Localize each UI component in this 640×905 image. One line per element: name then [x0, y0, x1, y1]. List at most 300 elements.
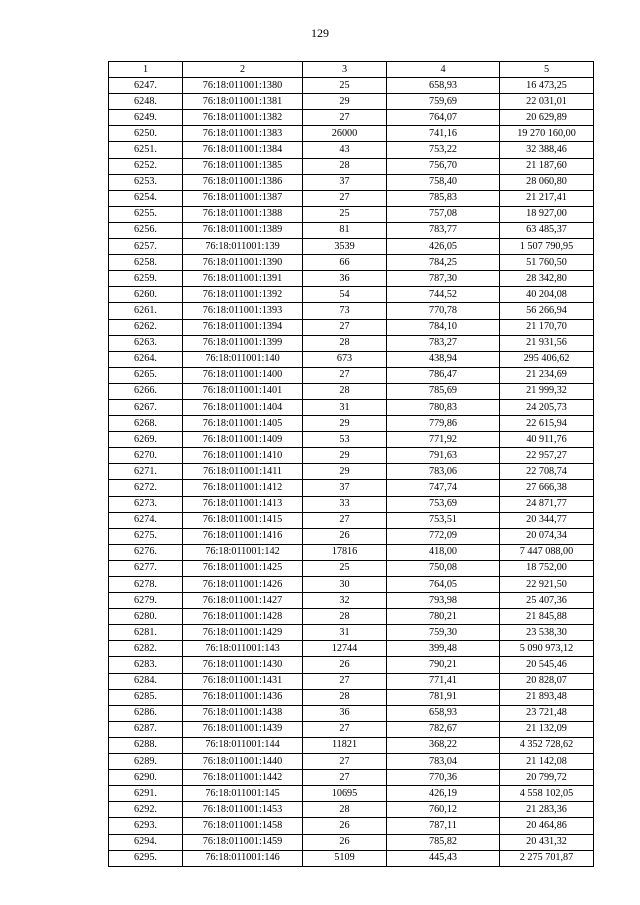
row-number-cell: 6274. [109, 512, 183, 528]
unit-value-cell: 771,41 [387, 673, 500, 689]
row-number-cell: 6254. [109, 190, 183, 206]
row-number-cell: 6285. [109, 689, 183, 705]
table-row [109, 496, 594, 512]
table-row [109, 560, 594, 576]
unit-value-cell: 782,67 [387, 721, 500, 737]
area-cell: 28 [303, 158, 387, 174]
area-cell: 36 [303, 271, 387, 287]
row-number-cell: 6267. [109, 399, 183, 415]
total-value-cell: 51 760,50 [500, 255, 594, 271]
total-value-cell: 20 828,07 [500, 673, 594, 689]
unit-value-cell: 753,51 [387, 512, 500, 528]
total-value-cell: 2 275 701,87 [500, 850, 594, 866]
table-row [109, 142, 594, 158]
area-cell: 31 [303, 625, 387, 641]
cadastral-number-cell: 76:18:011001:1409 [183, 432, 303, 448]
row-number-cell: 6293. [109, 818, 183, 834]
header-col-4: 4 [387, 62, 500, 78]
area-cell: 3539 [303, 239, 387, 255]
total-value-cell: 21 999,32 [500, 383, 594, 399]
cadastral-number-cell: 76:18:011001:143 [183, 641, 303, 657]
unit-value-cell: 741,16 [387, 126, 500, 142]
unit-value-cell: 764,07 [387, 110, 500, 126]
row-number-cell: 6288. [109, 737, 183, 753]
area-cell: 11821 [303, 737, 387, 753]
cadastral-number-cell: 76:18:011001:1429 [183, 625, 303, 641]
unit-value-cell: 418,00 [387, 544, 500, 560]
total-value-cell: 24 205,73 [500, 399, 594, 415]
cadastral-number-cell: 76:18:011001:1431 [183, 673, 303, 689]
cadastral-number-cell: 76:18:011001:1442 [183, 770, 303, 786]
table-row [109, 255, 594, 271]
unit-value-cell: 753,22 [387, 142, 500, 158]
cadastral-number-cell: 76:18:011001:144 [183, 737, 303, 753]
total-value-cell: 5 090 973,12 [500, 641, 594, 657]
cadastral-number-cell: 76:18:011001:1393 [183, 303, 303, 319]
cadastral-number-cell: 76:18:011001:1436 [183, 689, 303, 705]
area-cell: 54 [303, 287, 387, 303]
table-body [109, 78, 594, 867]
cadastral-number-cell: 76:18:011001:1412 [183, 480, 303, 496]
total-value-cell: 22 957,27 [500, 448, 594, 464]
table-row [109, 512, 594, 528]
table-row [109, 335, 594, 351]
unit-value-cell: 783,27 [387, 335, 500, 351]
unit-value-cell: 744,52 [387, 287, 500, 303]
row-number-cell: 6278. [109, 577, 183, 593]
cadastral-number-cell: 76:18:011001:1380 [183, 78, 303, 94]
cadastral-number-cell: 76:18:011001:1453 [183, 802, 303, 818]
table-row [109, 786, 594, 802]
row-number-cell: 6295. [109, 850, 183, 866]
cadastral-number-cell: 76:18:011001:1405 [183, 416, 303, 432]
area-cell: 5109 [303, 850, 387, 866]
total-value-cell: 32 388,46 [500, 142, 594, 158]
header-col-3: 3 [303, 62, 387, 78]
area-cell: 28 [303, 802, 387, 818]
cadastral-number-cell: 76:18:011001:1459 [183, 834, 303, 850]
area-cell: 25 [303, 206, 387, 222]
table-row [109, 625, 594, 641]
total-value-cell: 19 270 160,00 [500, 126, 594, 142]
unit-value-cell: 787,11 [387, 818, 500, 834]
area-cell: 25 [303, 78, 387, 94]
unit-value-cell: 785,69 [387, 383, 500, 399]
cadastral-number-cell: 76:18:011001:1410 [183, 448, 303, 464]
total-value-cell: 16 473,25 [500, 78, 594, 94]
total-value-cell: 4 352 728,62 [500, 737, 594, 753]
cadastral-number-cell: 76:18:011001:1440 [183, 754, 303, 770]
cadastral-number-cell: 76:18:011001:1413 [183, 496, 303, 512]
row-number-cell: 6275. [109, 528, 183, 544]
row-number-cell: 6252. [109, 158, 183, 174]
total-value-cell: 20 545,46 [500, 657, 594, 673]
row-number-cell: 6282. [109, 641, 183, 657]
table-row [109, 689, 594, 705]
unit-value-cell: 426,19 [387, 786, 500, 802]
row-number-cell: 6261. [109, 303, 183, 319]
total-value-cell: 40 204,08 [500, 287, 594, 303]
unit-value-cell: 658,93 [387, 705, 500, 721]
table-row [109, 834, 594, 850]
unit-value-cell: 780,83 [387, 399, 500, 415]
total-value-cell: 23 538,30 [500, 625, 594, 641]
row-number-cell: 6271. [109, 464, 183, 480]
table-row [109, 416, 594, 432]
table-row [109, 432, 594, 448]
total-value-cell: 20 464,86 [500, 818, 594, 834]
total-value-cell: 7 447 088,00 [500, 544, 594, 560]
unit-value-cell: 784,25 [387, 255, 500, 271]
cadastral-number-cell: 76:18:011001:1427 [183, 593, 303, 609]
area-cell: 29 [303, 94, 387, 110]
area-cell: 27 [303, 190, 387, 206]
cadastral-number-cell: 76:18:011001:1383 [183, 126, 303, 142]
unit-value-cell: 753,69 [387, 496, 500, 512]
unit-value-cell: 783,77 [387, 222, 500, 238]
unit-value-cell: 785,82 [387, 834, 500, 850]
cadastral-number-cell: 76:18:011001:1439 [183, 721, 303, 737]
row-number-cell: 6270. [109, 448, 183, 464]
row-number-cell: 6265. [109, 367, 183, 383]
table-row [109, 528, 594, 544]
cadastral-number-cell: 76:18:011001:1392 [183, 287, 303, 303]
table-row [109, 174, 594, 190]
table-row [109, 110, 594, 126]
area-cell: 28 [303, 383, 387, 399]
table-row [109, 190, 594, 206]
cadastral-number-cell: 76:18:011001:1415 [183, 512, 303, 528]
header-col-1: 1 [109, 62, 183, 78]
unit-value-cell: 781,91 [387, 689, 500, 705]
unit-value-cell: 426,05 [387, 239, 500, 255]
table-row [109, 721, 594, 737]
table-row [109, 367, 594, 383]
area-cell: 29 [303, 416, 387, 432]
total-value-cell: 24 871,77 [500, 496, 594, 512]
row-number-cell: 6263. [109, 335, 183, 351]
unit-value-cell: 759,69 [387, 94, 500, 110]
cadastral-number-cell: 76:18:011001:1425 [183, 560, 303, 576]
table-row [109, 754, 594, 770]
row-number-cell: 6283. [109, 657, 183, 673]
total-value-cell: 21 931,56 [500, 335, 594, 351]
area-cell: 25 [303, 560, 387, 576]
table-row [109, 818, 594, 834]
unit-value-cell: 770,78 [387, 303, 500, 319]
area-cell: 73 [303, 303, 387, 319]
table-row [109, 673, 594, 689]
row-number-cell: 6266. [109, 383, 183, 399]
header-col-2: 2 [183, 62, 303, 78]
unit-value-cell: 445,43 [387, 850, 500, 866]
cadastral-number-cell: 76:18:011001:1426 [183, 577, 303, 593]
unit-value-cell: 756,70 [387, 158, 500, 174]
cadastral-number-cell: 76:18:011001:1430 [183, 657, 303, 673]
cadastral-number-cell: 76:18:011001:1381 [183, 94, 303, 110]
cadastral-number-cell: 76:18:011001:1390 [183, 255, 303, 271]
table-row [109, 319, 594, 335]
cadastral-number-cell: 76:18:011001:1386 [183, 174, 303, 190]
row-number-cell: 6273. [109, 496, 183, 512]
area-cell: 27 [303, 512, 387, 528]
row-number-cell: 6287. [109, 721, 183, 737]
total-value-cell: 22 031,01 [500, 94, 594, 110]
unit-value-cell: 758,40 [387, 174, 500, 190]
total-value-cell: 20 074,34 [500, 528, 594, 544]
area-cell: 27 [303, 754, 387, 770]
table-row [109, 657, 594, 673]
row-number-cell: 6280. [109, 609, 183, 625]
unit-value-cell: 772,09 [387, 528, 500, 544]
unit-value-cell: 771,92 [387, 432, 500, 448]
cadastral-table [108, 61, 594, 867]
unit-value-cell: 783,04 [387, 754, 500, 770]
unit-value-cell: 368,22 [387, 737, 500, 753]
cadastral-number-cell: 76:18:011001:1382 [183, 110, 303, 126]
row-number-cell: 6284. [109, 673, 183, 689]
total-value-cell: 21 142,08 [500, 754, 594, 770]
table-row [109, 705, 594, 721]
row-number-cell: 6269. [109, 432, 183, 448]
row-number-cell: 6276. [109, 544, 183, 560]
cadastral-number-cell: 76:18:011001:140 [183, 351, 303, 367]
row-number-cell: 6268. [109, 416, 183, 432]
unit-value-cell: 786,47 [387, 367, 500, 383]
table-row [109, 544, 594, 560]
unit-value-cell: 770,36 [387, 770, 500, 786]
area-cell: 26 [303, 834, 387, 850]
row-number-cell: 6272. [109, 480, 183, 496]
cadastral-number-cell: 76:18:011001:1411 [183, 464, 303, 480]
total-value-cell: 21 234,69 [500, 367, 594, 383]
total-value-cell: 20 629,89 [500, 110, 594, 126]
total-value-cell: 4 558 102,05 [500, 786, 594, 802]
row-number-cell: 6258. [109, 255, 183, 271]
row-number-cell: 6279. [109, 593, 183, 609]
total-value-cell: 21 187,60 [500, 158, 594, 174]
area-cell: 27 [303, 110, 387, 126]
total-value-cell: 295 406,62 [500, 351, 594, 367]
row-number-cell: 6292. [109, 802, 183, 818]
area-cell: 29 [303, 464, 387, 480]
area-cell: 27 [303, 673, 387, 689]
cadastral-number-cell: 76:18:011001:1399 [183, 335, 303, 351]
table-row [109, 448, 594, 464]
row-number-cell: 6264. [109, 351, 183, 367]
area-cell: 26 [303, 528, 387, 544]
row-number-cell: 6248. [109, 94, 183, 110]
unit-value-cell: 790,21 [387, 657, 500, 673]
row-number-cell: 6290. [109, 770, 183, 786]
area-cell: 32 [303, 593, 387, 609]
unit-value-cell: 399,48 [387, 641, 500, 657]
row-number-cell: 6251. [109, 142, 183, 158]
unit-value-cell: 785,83 [387, 190, 500, 206]
row-number-cell: 6277. [109, 560, 183, 576]
row-number-cell: 6286. [109, 705, 183, 721]
table-row [109, 577, 594, 593]
unit-value-cell: 658,93 [387, 78, 500, 94]
table-row [109, 287, 594, 303]
row-number-cell: 6281. [109, 625, 183, 641]
table-row [109, 271, 594, 287]
unit-value-cell: 787,30 [387, 271, 500, 287]
total-value-cell: 25 407,36 [500, 593, 594, 609]
row-number-cell: 6291. [109, 786, 183, 802]
total-value-cell: 21 283,36 [500, 802, 594, 818]
area-cell: 673 [303, 351, 387, 367]
table-row [109, 206, 594, 222]
area-cell: 81 [303, 222, 387, 238]
row-number-cell: 6253. [109, 174, 183, 190]
total-value-cell: 23 721,48 [500, 705, 594, 721]
cadastral-number-cell: 76:18:011001:1401 [183, 383, 303, 399]
unit-value-cell: 747,74 [387, 480, 500, 496]
total-value-cell: 28 342,80 [500, 271, 594, 287]
area-cell: 12744 [303, 641, 387, 657]
area-cell: 30 [303, 577, 387, 593]
cadastral-number-cell: 76:18:011001:1438 [183, 705, 303, 721]
table-row [109, 94, 594, 110]
total-value-cell: 21 893,48 [500, 689, 594, 705]
area-cell: 27 [303, 319, 387, 335]
total-value-cell: 22 921,50 [500, 577, 594, 593]
area-cell: 33 [303, 496, 387, 512]
area-cell: 26000 [303, 126, 387, 142]
row-number-cell: 6256. [109, 222, 183, 238]
area-cell: 28 [303, 689, 387, 705]
unit-value-cell: 783,06 [387, 464, 500, 480]
cadastral-number-cell: 76:18:011001:1384 [183, 142, 303, 158]
header-row [109, 62, 594, 78]
unit-value-cell: 750,08 [387, 560, 500, 576]
cadastral-number-cell: 76:18:011001:146 [183, 850, 303, 866]
total-value-cell: 27 666,38 [500, 480, 594, 496]
page-number: 129 [311, 26, 329, 40]
total-value-cell: 21 217,41 [500, 190, 594, 206]
cadastral-number-cell: 76:18:011001:142 [183, 544, 303, 560]
total-value-cell: 22 615,94 [500, 416, 594, 432]
total-value-cell: 21 170,70 [500, 319, 594, 335]
cadastral-number-cell: 76:18:011001:1458 [183, 818, 303, 834]
total-value-cell: 22 708,74 [500, 464, 594, 480]
total-value-cell: 20 344,77 [500, 512, 594, 528]
cadastral-number-cell: 76:18:011001:1394 [183, 319, 303, 335]
total-value-cell: 28 060,80 [500, 174, 594, 190]
total-value-cell: 63 485,37 [500, 222, 594, 238]
area-cell: 26 [303, 657, 387, 673]
row-number-cell: 6262. [109, 319, 183, 335]
table-row [109, 239, 594, 255]
area-cell: 29 [303, 448, 387, 464]
cadastral-number-cell: 76:18:011001:1416 [183, 528, 303, 544]
total-value-cell: 18 927,00 [500, 206, 594, 222]
total-value-cell: 21 132,09 [500, 721, 594, 737]
area-cell: 36 [303, 705, 387, 721]
table-row [109, 737, 594, 753]
table-row [109, 609, 594, 625]
table-row [109, 850, 594, 866]
cadastral-number-cell: 76:18:011001:139 [183, 239, 303, 255]
area-cell: 37 [303, 174, 387, 190]
unit-value-cell: 780,21 [387, 609, 500, 625]
row-number-cell: 6257. [109, 239, 183, 255]
area-cell: 27 [303, 367, 387, 383]
row-number-cell: 6255. [109, 206, 183, 222]
area-cell: 26 [303, 818, 387, 834]
unit-value-cell: 784,10 [387, 319, 500, 335]
cadastral-number-cell: 76:18:011001:1389 [183, 222, 303, 238]
area-cell: 17816 [303, 544, 387, 560]
cadastral-number-cell: 76:18:011001:1400 [183, 367, 303, 383]
total-value-cell: 40 911,76 [500, 432, 594, 448]
cadastral-number-cell: 76:18:011001:145 [183, 786, 303, 802]
table-header [109, 62, 594, 78]
area-cell: 31 [303, 399, 387, 415]
row-number-cell: 6247. [109, 78, 183, 94]
area-cell: 66 [303, 255, 387, 271]
row-number-cell: 6289. [109, 754, 183, 770]
row-number-cell: 6259. [109, 271, 183, 287]
total-value-cell: 20 431,32 [500, 834, 594, 850]
row-number-cell: 6249. [109, 110, 183, 126]
unit-value-cell: 760,12 [387, 802, 500, 818]
area-cell: 27 [303, 721, 387, 737]
total-value-cell: 20 799,72 [500, 770, 594, 786]
table-row [109, 770, 594, 786]
area-cell: 28 [303, 335, 387, 351]
unit-value-cell: 791,63 [387, 448, 500, 464]
table-row [109, 593, 594, 609]
cadastral-number-cell: 76:18:011001:1428 [183, 609, 303, 625]
row-number-cell: 6260. [109, 287, 183, 303]
cadastral-number-cell: 76:18:011001:1391 [183, 271, 303, 287]
unit-value-cell: 779,86 [387, 416, 500, 432]
unit-value-cell: 793,98 [387, 593, 500, 609]
cadastral-number-cell: 76:18:011001:1385 [183, 158, 303, 174]
area-cell: 27 [303, 770, 387, 786]
table-row [109, 158, 594, 174]
table-row [109, 303, 594, 319]
total-value-cell: 56 266,94 [500, 303, 594, 319]
table-row [109, 641, 594, 657]
area-cell: 28 [303, 609, 387, 625]
header-col-5: 5 [500, 62, 594, 78]
table-row [109, 126, 594, 142]
table-row [109, 802, 594, 818]
unit-value-cell: 757,08 [387, 206, 500, 222]
table-row [109, 399, 594, 415]
total-value-cell: 1 507 790,95 [500, 239, 594, 255]
area-cell: 10695 [303, 786, 387, 802]
table-row [109, 480, 594, 496]
table-row [109, 78, 594, 94]
total-value-cell: 21 845,88 [500, 609, 594, 625]
table-row [109, 222, 594, 238]
area-cell: 37 [303, 480, 387, 496]
cadastral-number-cell: 76:18:011001:1404 [183, 399, 303, 415]
cadastral-number-cell: 76:18:011001:1388 [183, 206, 303, 222]
unit-value-cell: 438,94 [387, 351, 500, 367]
cadastral-number-cell: 76:18:011001:1387 [183, 190, 303, 206]
unit-value-cell: 759,30 [387, 625, 500, 641]
table-row [109, 351, 594, 367]
total-value-cell: 18 752,00 [500, 560, 594, 576]
table-row [109, 464, 594, 480]
row-number-cell: 6294. [109, 834, 183, 850]
unit-value-cell: 764,05 [387, 577, 500, 593]
